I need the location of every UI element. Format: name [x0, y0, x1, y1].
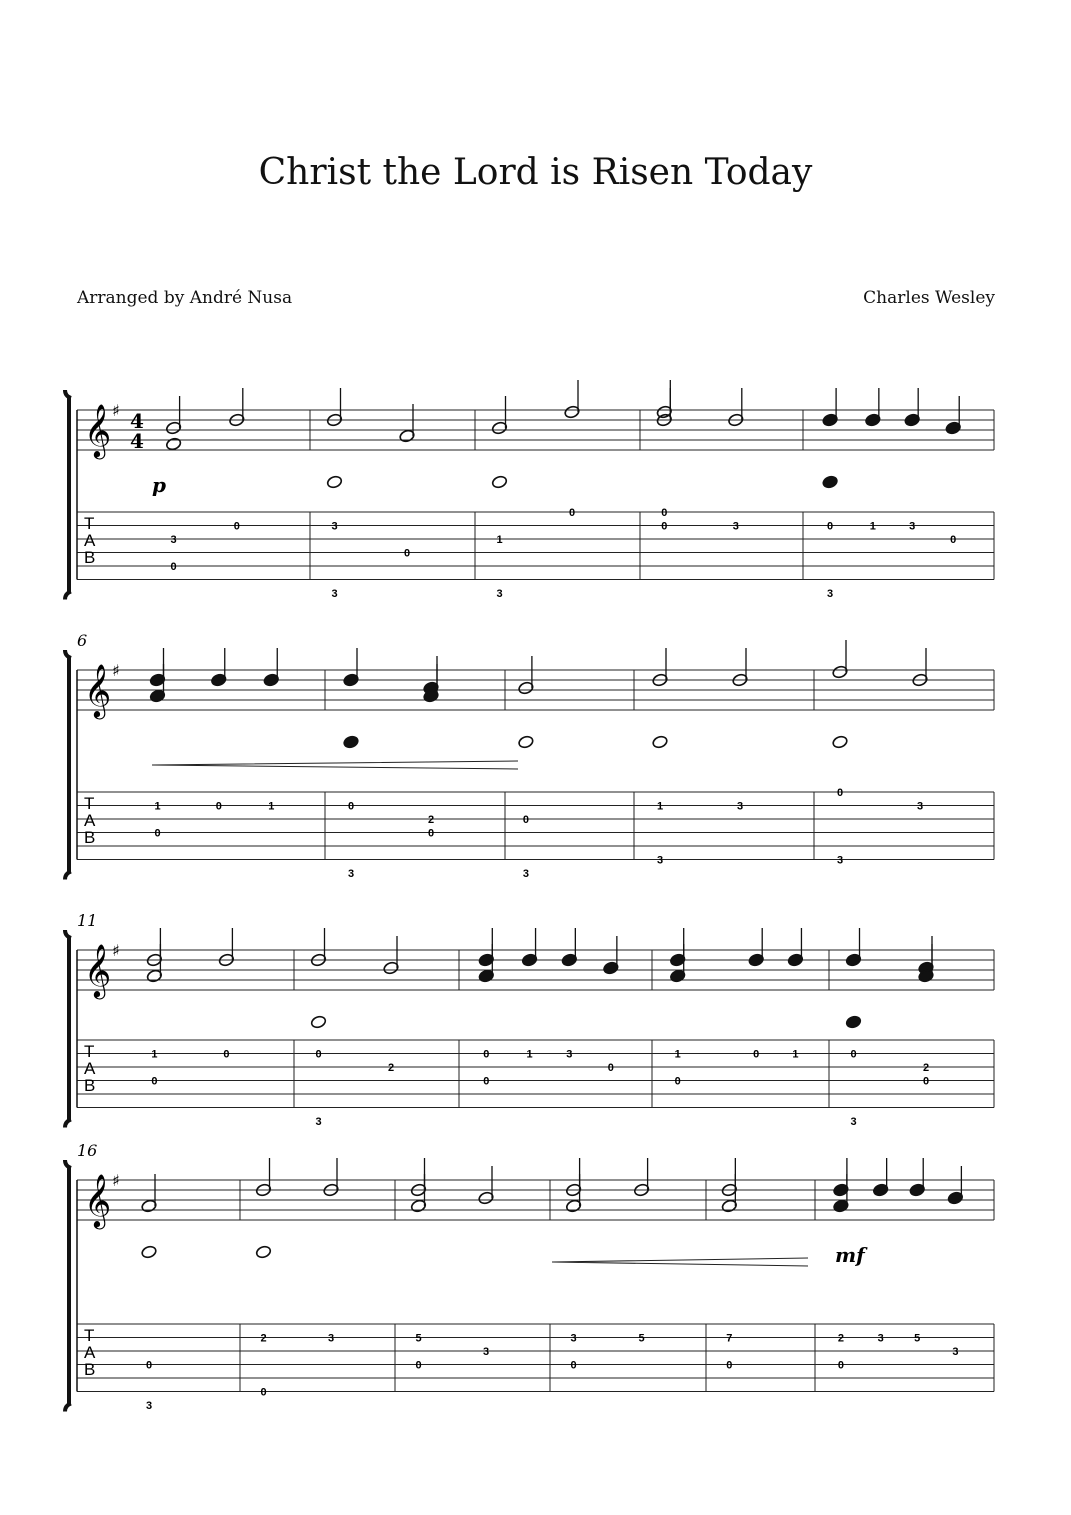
note-head [310, 1015, 327, 1029]
tab-fret-number: 3 [522, 868, 529, 880]
treble-clef-icon: 𝄞 [84, 1173, 112, 1227]
system-4 [65, 1141, 994, 1412]
tab-label-b: B [84, 828, 96, 847]
hairpin [152, 761, 518, 769]
tab-fret-number: 2 [922, 1062, 930, 1074]
tab-fret-number: 0 [415, 1359, 422, 1372]
tab-fret-number: 0 [260, 1386, 267, 1399]
hairpin [552, 1258, 808, 1266]
dynamic-mf: mf [835, 1243, 865, 1267]
tab-fret-number: 3 [145, 1400, 153, 1412]
tab-fret-number: 3 [331, 588, 338, 600]
tab-fret-number: 0 [570, 1359, 577, 1372]
tab-label-b: B [84, 1360, 96, 1379]
time-signature-top: 4 [130, 409, 144, 433]
tab-label-b: B [84, 548, 96, 567]
tab-fret-number: 0 [850, 1048, 857, 1061]
tab-fret-number: 3 [496, 588, 503, 600]
tab-fret-number: 2 [387, 1062, 395, 1074]
tab-fret-number: 7 [726, 1332, 733, 1345]
tab-fret-number: 0 [483, 1048, 490, 1061]
tab-fret-number: 3 [736, 800, 744, 813]
tab-fret-number: 0 [607, 1062, 614, 1074]
tab-fret-number: 1 [268, 800, 275, 813]
tab-fret-number: 3 [566, 1048, 573, 1061]
tab-fret-number: 0 [753, 1048, 760, 1061]
tab-fret-number: 0 [522, 814, 529, 826]
treble-clef-icon: 𝄞 [84, 663, 112, 717]
tab-fret-number: 5 [638, 1332, 645, 1345]
tab-fret-number: 0 [661, 507, 668, 519]
tab-fret-number: 0 [151, 1075, 158, 1088]
note-head [822, 475, 839, 489]
note-head [165, 437, 182, 451]
note-head [652, 735, 669, 749]
tab-fret-number: 0 [427, 827, 435, 840]
tab-fret-number: 0 [223, 1048, 230, 1061]
tab-fret-number: 1 [151, 1048, 158, 1061]
tab-label-a: A [84, 811, 96, 830]
tab-fret-number: 1 [656, 800, 664, 813]
treble-clef-icon: 𝄞 [84, 943, 112, 997]
tab-label-a: A [84, 1059, 96, 1078]
note-head [141, 1245, 158, 1259]
key-signature-sharp: ♯ [112, 401, 120, 420]
system-bracket [65, 1160, 71, 1412]
system-bracket [65, 390, 71, 600]
arranger-credit: Arranged by André Nusa [77, 288, 293, 308]
tab-fret-number: 0 [403, 547, 411, 560]
system-3 [65, 911, 994, 1128]
tab-fret-number: 0 [568, 507, 576, 519]
tab-fret-number: 1 [526, 1048, 533, 1061]
tab-fret-number: 5 [415, 1332, 422, 1345]
system-bracket [65, 930, 71, 1128]
tab-fret-number: 3 [732, 520, 739, 533]
tab-fret-number: 3 [170, 534, 177, 546]
tab-fret-number: 0 [674, 1075, 681, 1088]
tab-fret-number: 2 [260, 1332, 267, 1345]
tab-fret-number: 3 [877, 1332, 884, 1345]
tab-fret-number: 0 [836, 787, 844, 799]
time-signature-bottom: 4 [130, 429, 144, 453]
system-1 [65, 380, 994, 600]
tab-label-t: T [84, 794, 95, 813]
tab-fret-number: 0 [145, 1359, 153, 1372]
tab-fret-number: 5 [914, 1332, 921, 1345]
tab-label-t: T [84, 1042, 95, 1061]
key-signature-sharp: ♯ [112, 661, 120, 680]
tab-fret-number: 3 [827, 588, 834, 600]
tab-label-a: A [84, 1343, 96, 1362]
note-head [518, 735, 535, 749]
note-head [845, 1015, 862, 1029]
tab-fret-number: 2 [837, 1332, 844, 1345]
tab-fret-number: 0 [315, 1048, 322, 1061]
tab-fret-number: 0 [347, 800, 355, 813]
tab-fret-number: 3 [952, 1346, 959, 1358]
tab-fret-number: 1 [792, 1048, 799, 1061]
tab-fret-number: 0 [922, 1075, 930, 1088]
treble-clef-icon: 𝄞 [84, 403, 112, 457]
tab-fret-number: 0 [661, 520, 668, 533]
tab-label-t: T [84, 514, 95, 533]
note-head [343, 735, 360, 749]
score-title: Christ the Lord is Risen Today [258, 152, 813, 193]
tab-fret-number: 1 [496, 534, 503, 546]
tab-fret-number: 3 [836, 854, 844, 867]
system-bracket [65, 650, 71, 880]
dynamic-p: p [152, 473, 166, 497]
measure-number: 11 [77, 911, 98, 930]
tab-fret-number: 0 [726, 1359, 733, 1372]
tab-fret-number: 1 [154, 800, 161, 813]
tab-label-b: B [84, 1076, 96, 1095]
tab-fret-number: 0 [837, 1359, 844, 1372]
tab-fret-number: 1 [869, 520, 876, 533]
note-head [832, 735, 849, 749]
measure-number: 6 [77, 631, 88, 650]
tab-fret-number: 0 [233, 520, 240, 533]
composer-credit: Charles Wesley [863, 288, 995, 308]
tab-fret-number: 3 [347, 868, 355, 880]
tab-fret-number: 3 [482, 1346, 490, 1358]
key-signature-sharp: ♯ [112, 1171, 120, 1190]
tab-fret-number: 3 [909, 520, 916, 533]
key-signature-sharp: ♯ [112, 941, 120, 960]
tab-fret-number: 0 [483, 1075, 490, 1088]
tab-fret-number: 0 [950, 534, 957, 546]
note-head [491, 475, 508, 489]
tab-fret-number: 0 [154, 827, 161, 840]
tab-fret-number: 3 [850, 1116, 857, 1128]
tab-fret-number: 0 [215, 800, 222, 813]
note-head [255, 1245, 272, 1259]
tab-fret-number: 1 [674, 1048, 681, 1061]
tab-label-a: A [84, 531, 96, 550]
measure-number: 16 [77, 1141, 98, 1160]
tab-fret-number: 3 [916, 800, 924, 813]
tab-label-t: T [84, 1326, 95, 1345]
tab-fret-number: 0 [170, 561, 177, 573]
tab-fret-number: 3 [315, 1116, 322, 1128]
tab-fret-number: 3 [327, 1332, 335, 1345]
tab-fret-number: 0 [827, 520, 834, 533]
system-2 [65, 631, 994, 880]
tab-fret-number: 3 [570, 1332, 577, 1345]
tab-fret-number: 3 [656, 854, 664, 867]
note-head [326, 475, 343, 489]
tab-fret-number: 2 [427, 814, 435, 826]
tab-fret-number: 3 [331, 520, 338, 533]
